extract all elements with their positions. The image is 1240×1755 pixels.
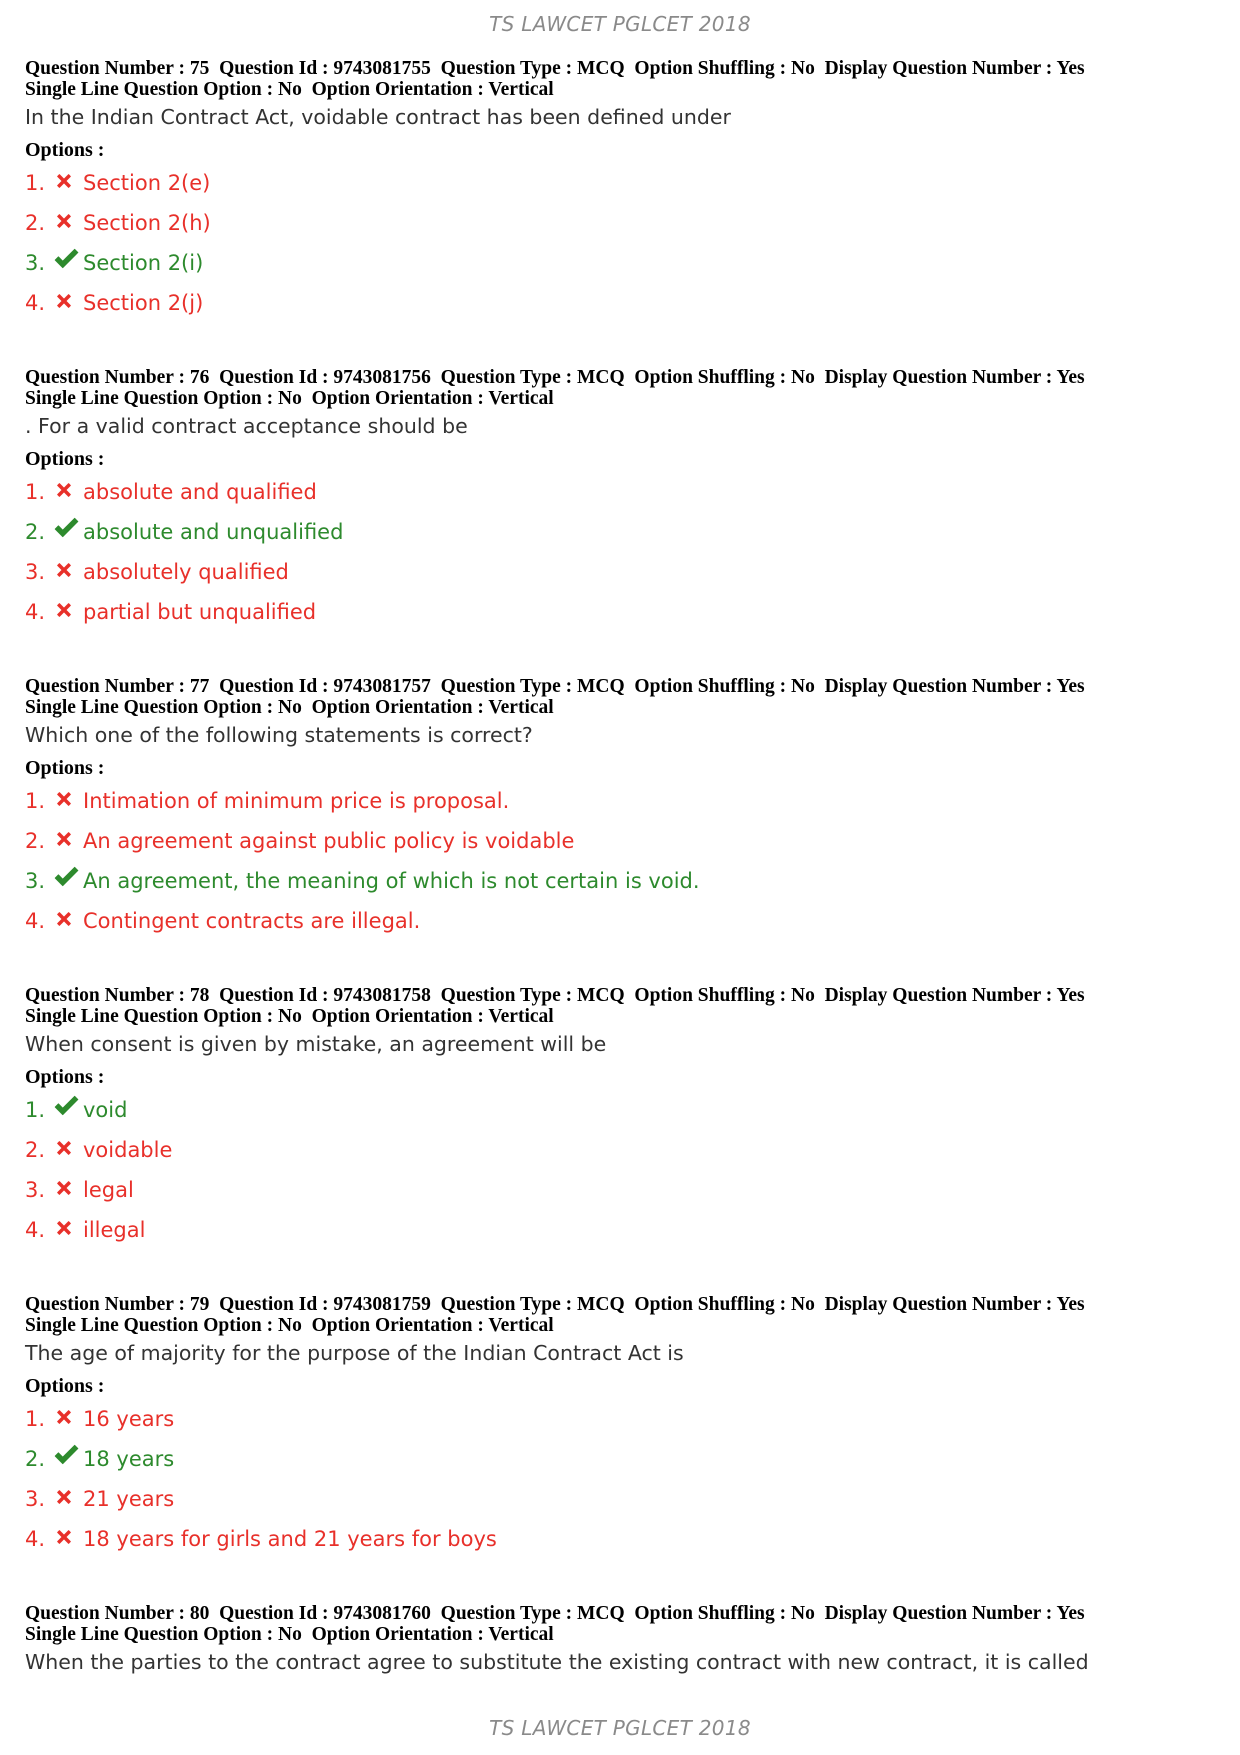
- option-number: 1.: [25, 1407, 46, 1431]
- question-meta-line1: Question Number : 79 Question Id : 9743081759 Question Type : MCQ Option Shuffling : No Display Question Number : Yes: [25, 1294, 1085, 1315]
- question-meta-line2: Single Line Question Option : No Option Orientation : Vertical: [25, 1624, 554, 1645]
- option-text: voidable: [83, 1138, 173, 1162]
- option-text: Section 2(j): [83, 291, 204, 315]
- cross-mark-icon: [53, 783, 77, 807]
- option-number: 1.: [25, 1098, 46, 1122]
- option-list: [25, 1090, 1225, 1250]
- option-list: [25, 472, 1225, 632]
- option-item: [25, 552, 1225, 592]
- cross-mark-icon: [53, 1481, 77, 1505]
- option-number: 4.: [25, 909, 46, 933]
- check-mark-icon: [53, 245, 77, 269]
- option-item: [25, 821, 1225, 861]
- question-meta-line1: Question Number : 75 Question Id : 9743081755 Question Type : MCQ Option Shuffling : No Display Question Number : Yes: [25, 58, 1085, 79]
- cross-mark-icon: [53, 903, 77, 927]
- question-meta: [25, 367, 1225, 409]
- cross-mark-icon: [53, 1401, 77, 1425]
- option-text: illegal: [83, 1218, 146, 1242]
- cross-mark-icon: [53, 205, 77, 229]
- option-number: 3.: [25, 1487, 46, 1511]
- option-number: 4.: [25, 1218, 46, 1242]
- question-meta-line2: Single Line Question Option : No Option Orientation : Vertical: [25, 1006, 554, 1027]
- option-number: 3.: [25, 560, 46, 584]
- question-text: Which one of the following statements is correct?: [25, 723, 533, 747]
- option-number: 2.: [25, 1447, 46, 1471]
- option-number: 1.: [25, 789, 46, 813]
- check-mark-icon: [53, 514, 77, 538]
- option-list: [25, 1399, 1225, 1559]
- option-text: partial but unqualified: [83, 600, 317, 624]
- option-item: [25, 203, 1225, 243]
- question-text: In the Indian Contract Act, voidable contract has been defined under: [25, 105, 731, 129]
- cross-mark-icon: [53, 1212, 77, 1236]
- option-number: 1.: [25, 480, 46, 504]
- question-meta-line1: Question Number : 80 Question Id : 9743081760 Question Type : MCQ Option Shuffling : No Display Question Number : Yes: [25, 1603, 1085, 1624]
- question-text: When consent is given by mistake, an agreement will be: [25, 1032, 607, 1056]
- check-mark-icon: [53, 1092, 77, 1116]
- option-number: 2.: [25, 520, 46, 544]
- options-label: Options :: [25, 1375, 105, 1397]
- option-item: [25, 472, 1225, 512]
- option-item: [25, 781, 1225, 821]
- question-meta: [25, 58, 1225, 100]
- option-number: 2.: [25, 829, 46, 853]
- option-text: absolute and qualified: [83, 480, 317, 504]
- question-block: [25, 367, 1225, 632]
- option-number: 3.: [25, 251, 46, 275]
- question-meta: [25, 1294, 1225, 1336]
- option-item: [25, 592, 1225, 632]
- option-text: Section 2(h): [83, 211, 211, 235]
- question-block: [25, 58, 1225, 323]
- option-list: [25, 163, 1225, 323]
- option-text: Contingent contracts are illegal.: [83, 909, 421, 933]
- option-text: Section 2(i): [83, 251, 204, 275]
- question-meta-line1: Question Number : 77 Question Id : 9743081757 Question Type : MCQ Option Shuffling : No Display Question Number : Yes: [25, 676, 1085, 697]
- options-label: Options :: [25, 448, 105, 470]
- question-meta-line2: Single Line Question Option : No Option Orientation : Vertical: [25, 1315, 554, 1336]
- cross-mark-icon: [53, 1521, 77, 1545]
- question-meta-line2: Single Line Question Option : No Option Orientation : Vertical: [25, 79, 554, 100]
- option-item: [25, 1399, 1225, 1439]
- question-meta-line2: Single Line Question Option : No Option Orientation : Vertical: [25, 388, 554, 409]
- option-number: 1.: [25, 171, 46, 195]
- option-number: 2.: [25, 211, 46, 235]
- cross-mark-icon: [53, 1172, 77, 1196]
- option-item: [25, 243, 1225, 283]
- option-number: 2.: [25, 1138, 46, 1162]
- page-footer: TS LAWCET PGLCET 2018: [489, 1716, 751, 1740]
- option-item: [25, 512, 1225, 552]
- question-text: When the parties to the contract agree to substitute the existing contract with new contract, it is called: [25, 1650, 1089, 1674]
- option-number: 4.: [25, 1527, 46, 1551]
- option-number: 4.: [25, 600, 46, 624]
- option-text: 21 years: [83, 1487, 175, 1511]
- question-meta-line1: Question Number : 76 Question Id : 9743081756 Question Type : MCQ Option Shuffling : No Display Question Number : Yes: [25, 367, 1085, 388]
- cross-mark-icon: [53, 1132, 77, 1156]
- question-meta-line1: Question Number : 78 Question Id : 9743081758 Question Type : MCQ Option Shuffling : No Display Question Number : Yes: [25, 985, 1085, 1006]
- option-item: [25, 1479, 1225, 1519]
- option-list: [25, 781, 1225, 941]
- option-text: void: [83, 1098, 128, 1122]
- cross-mark-icon: [53, 474, 77, 498]
- option-text: An agreement against public policy is voidable: [83, 829, 575, 853]
- question-meta-line2: Single Line Question Option : No Option Orientation : Vertical: [25, 697, 554, 718]
- option-number: 4.: [25, 291, 46, 315]
- option-item: [25, 861, 1225, 901]
- options-label: Options :: [25, 139, 105, 161]
- check-mark-icon: [53, 863, 77, 887]
- option-item: [25, 1439, 1225, 1479]
- cross-mark-icon: [53, 554, 77, 578]
- option-text: Intimation of minimum price is proposal.: [83, 789, 510, 813]
- cross-mark-icon: [53, 823, 77, 847]
- option-number: 3.: [25, 869, 46, 893]
- option-item: [25, 1519, 1225, 1559]
- option-text: Section 2(e): [83, 171, 211, 195]
- option-text: absolute and unqualified: [83, 520, 344, 544]
- question-meta: [25, 985, 1225, 1027]
- question-block: [25, 1603, 1225, 1676]
- option-item: [25, 1090, 1225, 1130]
- options-label: Options :: [25, 1066, 105, 1088]
- option-item: [25, 163, 1225, 203]
- option-text: 18 years: [83, 1447, 175, 1471]
- page-header: TS LAWCET PGLCET 2018: [489, 12, 751, 36]
- option-number: 3.: [25, 1178, 46, 1202]
- cross-mark-icon: [53, 165, 77, 189]
- option-text: legal: [83, 1178, 134, 1202]
- options-label: Options :: [25, 757, 105, 779]
- option-item: [25, 1130, 1225, 1170]
- cross-mark-icon: [53, 285, 77, 309]
- option-text: 16 years: [83, 1407, 175, 1431]
- question-text: . For a valid contract acceptance should be: [25, 414, 468, 438]
- option-text: absolutely qualified: [83, 560, 289, 584]
- question-meta: [25, 1603, 1225, 1645]
- option-item: [25, 1210, 1225, 1250]
- question-meta: [25, 676, 1225, 718]
- option-text: 18 years for girls and 21 years for boys: [83, 1527, 497, 1551]
- option-item: [25, 283, 1225, 323]
- question-block: [25, 985, 1225, 1250]
- check-mark-icon: [53, 1441, 77, 1465]
- question-text: The age of majority for the purpose of the Indian Contract Act is: [25, 1341, 684, 1365]
- question-block: [25, 676, 1225, 941]
- option-item: [25, 1170, 1225, 1210]
- question-block: [25, 1294, 1225, 1559]
- option-text: An agreement, the meaning of which is not certain is void.: [83, 869, 700, 893]
- cross-mark-icon: [53, 594, 77, 618]
- option-item: [25, 901, 1225, 941]
